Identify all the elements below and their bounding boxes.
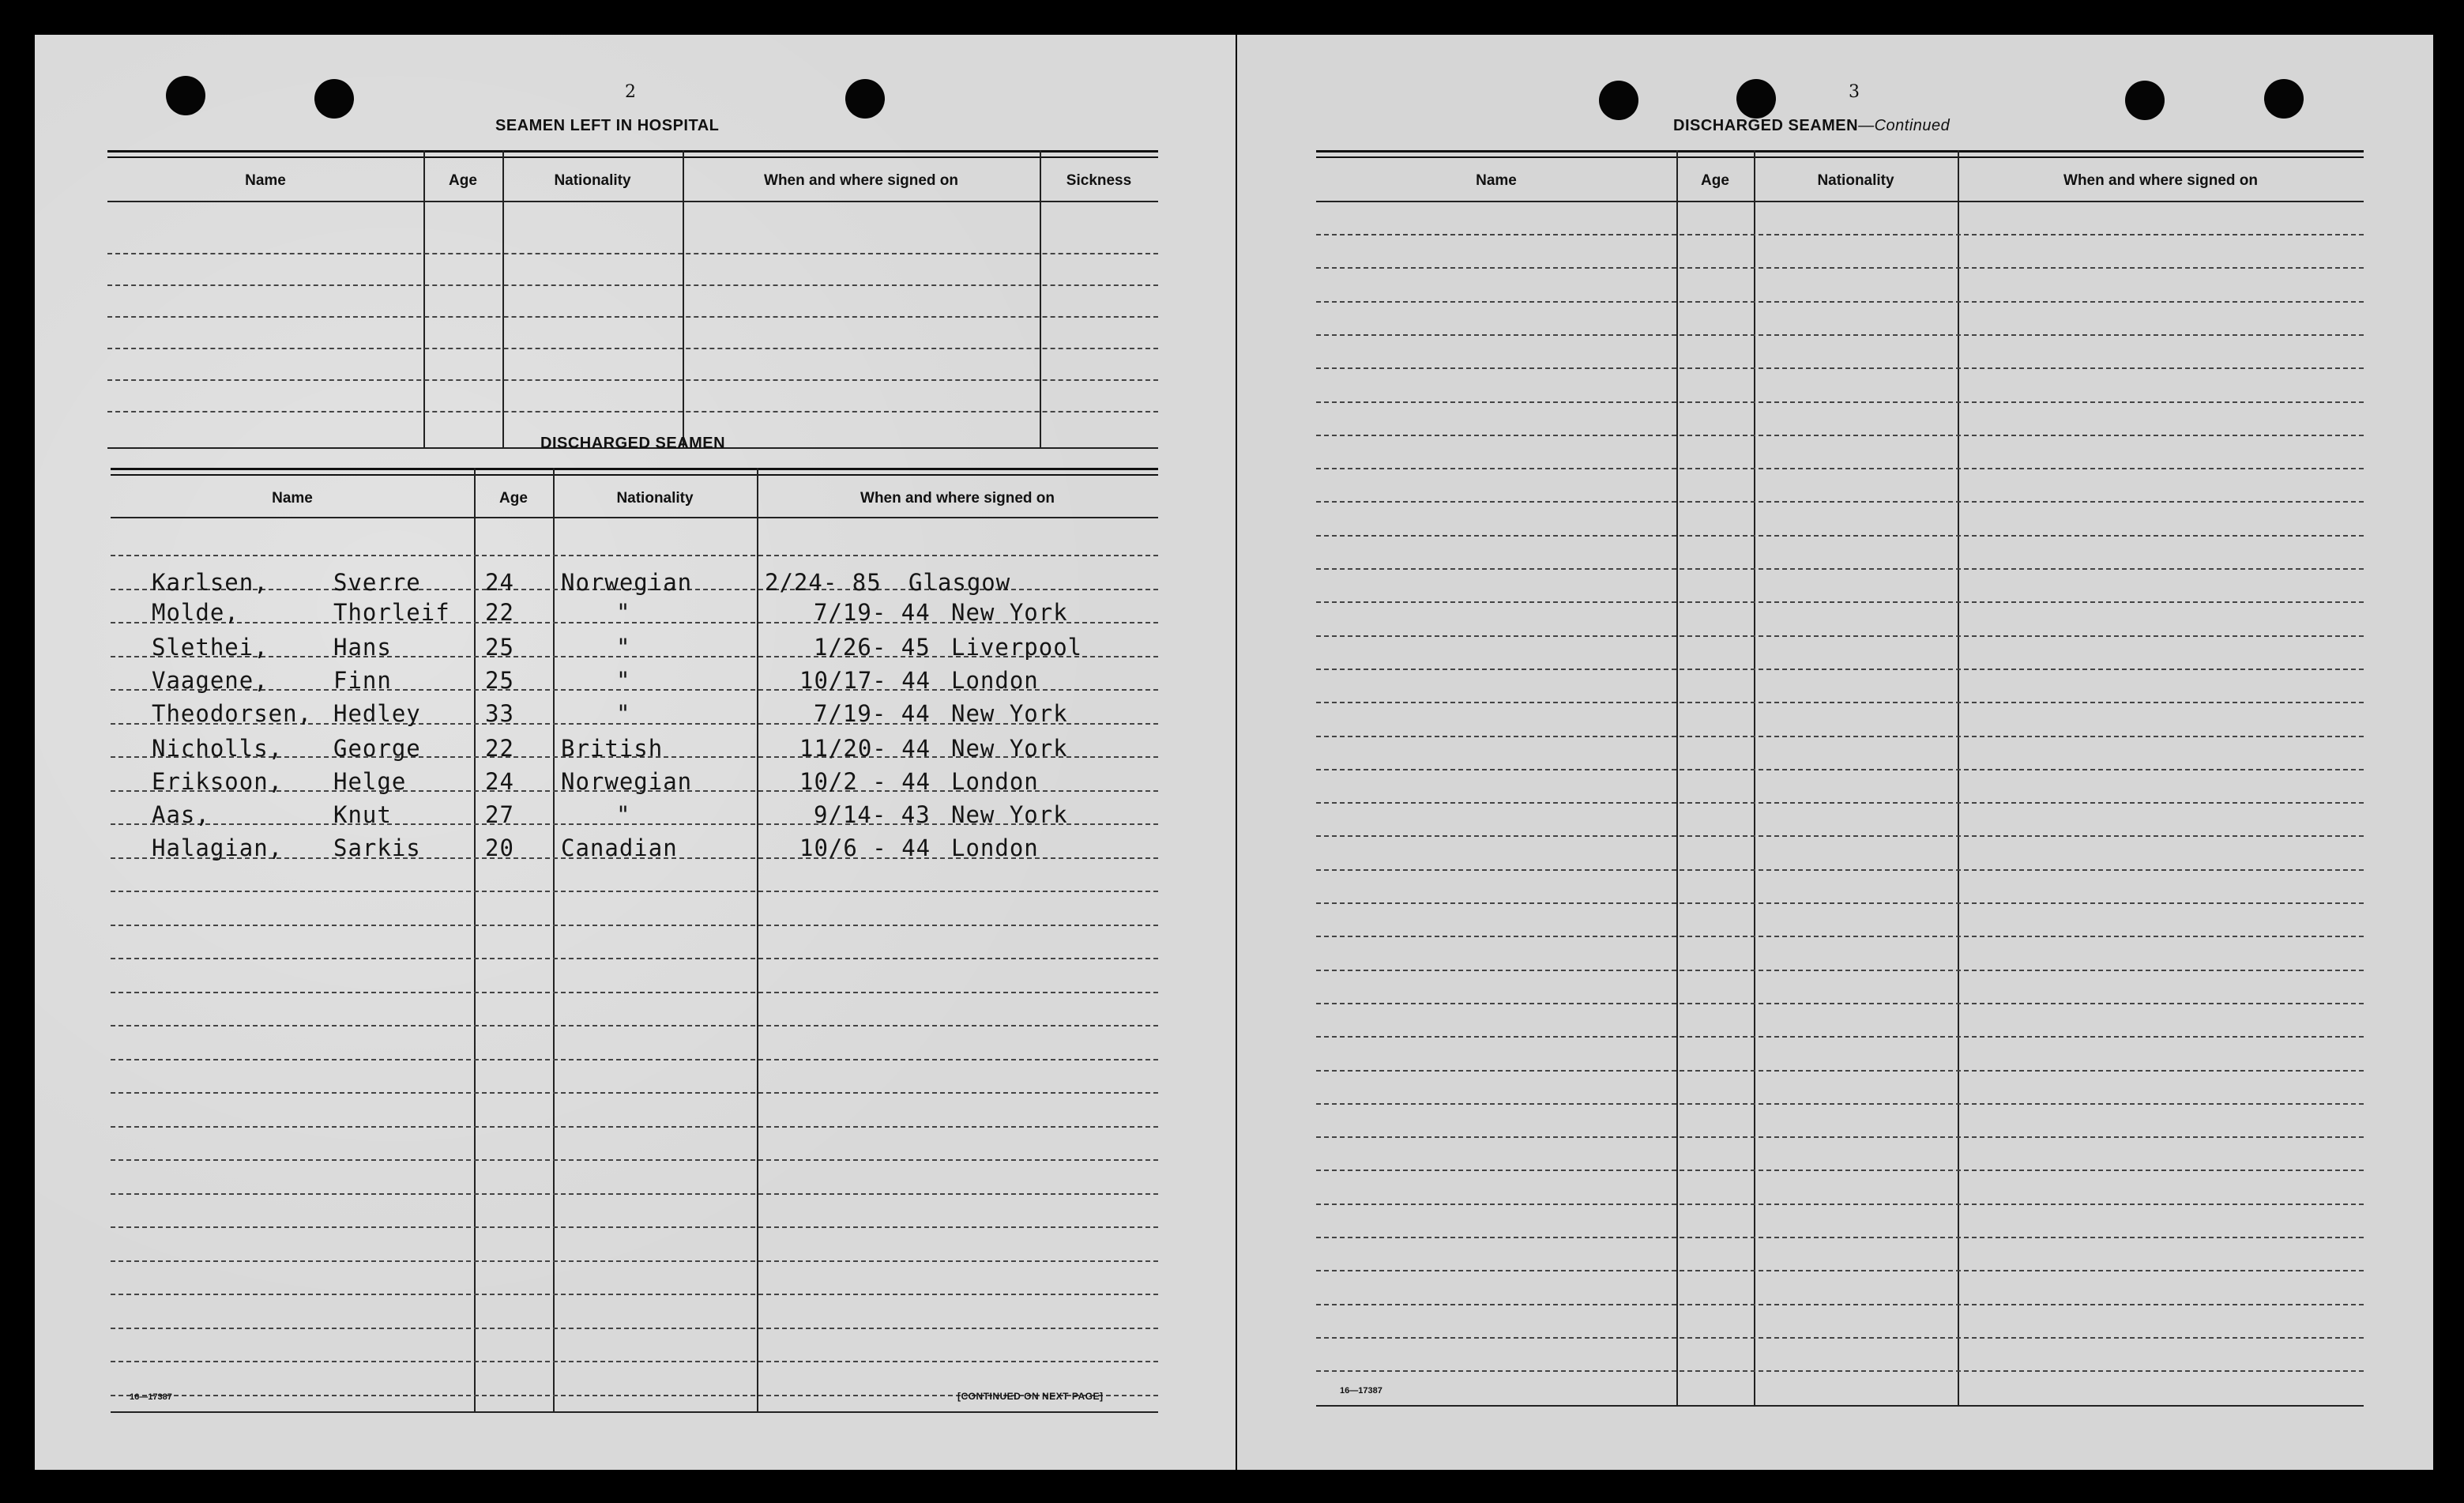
punch-hole [2264,79,2304,119]
ruled-line [111,992,1158,993]
seaman-nationality: " [616,599,631,626]
ruled-line [1316,635,2364,637]
ruled-line [1316,1036,2364,1038]
signed-on-date: 7/19- 44 [814,700,931,727]
ruled-line [1316,367,2364,369]
col-header-nationality: Nationality [616,490,694,507]
ruled-line [1316,568,2364,570]
signed-on-place: New York [951,801,1068,828]
ruled-line [111,1159,1158,1161]
hospital-section-title: SEAMEN LEFT IN HOSPITAL [495,117,720,134]
ruled-line [111,1226,1158,1228]
ruled-line [1316,1304,2364,1305]
ruled-line [111,1260,1158,1262]
signed-on-date: 10/2 - 44 [799,768,931,795]
seaman-surname: Eriksoon, [152,768,284,795]
signed-on-place: London [951,768,1039,795]
punch-hole [845,79,885,119]
hospital-table [107,150,1158,449]
discharged-table [111,468,1158,1413]
seaman-given-name: Finn [333,667,392,694]
form-number: 16—17387 [130,1392,172,1402]
seaman-given-name: Sarkis [333,834,421,861]
ruled-line [111,555,1158,556]
ruled-line [111,925,1158,926]
seaman-nationality: " [616,801,631,828]
ruled-line [1316,234,2364,235]
col-header-age: Age [1701,172,1729,189]
section-title-suffix: —Continued [1858,117,1951,134]
seaman-given-name: Helge [333,768,407,795]
signed-on-date: 11/20- 44 [799,735,931,762]
signed-on-date: 7/19- 44 [814,599,931,626]
signed-on-place: London [951,667,1039,694]
ruled-line [1316,535,2364,537]
ruled-line [1316,902,2364,904]
seaman-surname: Theodorsen, [152,700,313,727]
seaman-age: 27 [485,801,514,828]
seaman-age: 22 [485,735,514,762]
seaman-given-name: Thorleif [333,599,450,626]
ruled-line [1316,1237,2364,1238]
ruled-line [1316,669,2364,670]
seaman-nationality: British [561,735,664,762]
ruled-line [111,958,1158,959]
ruled-line [111,1361,1158,1362]
ruled-line [111,1025,1158,1026]
col-header-signed-on: When and where signed on [2063,172,2258,189]
col-header-nationality: Nationality [1817,172,1894,189]
ruled-line [111,1294,1158,1295]
seaman-nationality: Norwegian [561,768,693,795]
seaman-given-name: George [333,735,421,762]
col-header-age: Age [449,172,477,189]
seaman-age: 25 [485,634,514,661]
signed-on-place: Glasgow [908,569,1011,596]
page-number: 3 [1849,82,1860,102]
ruled-line [1316,601,2364,603]
seaman-surname: Aas, [152,801,210,828]
seaman-age: 20 [485,834,514,861]
ruled-line [1316,769,2364,770]
ruled-line [111,1059,1158,1060]
signed-on-date: 9/14- 43 [814,801,931,828]
signed-on-date: 10/17- 44 [799,667,931,694]
punch-hole [2125,81,2165,120]
seaman-given-name: Hedley [333,700,421,727]
seaman-age: 24 [485,768,514,795]
seaman-age: 22 [485,599,514,626]
ruled-line [1316,835,2364,837]
signed-on-date: 1/26- 45 [814,634,931,661]
ruled-line [1316,267,2364,269]
ruled-line [1316,1370,2364,1372]
form-number: 16—17387 [1340,1386,1382,1396]
section-title [1673,117,1950,135]
signed-on-place: New York [951,735,1068,762]
continued-note: [CONTINUED ON NEXT PAGE] [957,1391,1104,1402]
ruled-line [1316,1270,2364,1271]
punch-hole [1736,79,1776,119]
ruled-line [1316,1103,2364,1105]
punch-hole [1599,81,1638,120]
col-header-name: Name [245,172,286,189]
signed-on-place: London [951,834,1039,861]
col-header-age: Age [499,490,528,507]
ruled-line [1316,702,2364,703]
seaman-nationality: " [616,634,631,661]
ruled-line [1316,1003,2364,1004]
seaman-given-name: Hans [333,634,392,661]
seaman-surname: Vaagene, [152,667,269,694]
ruled-line [1316,301,2364,303]
punch-hole [166,76,205,115]
ruled-line [111,1328,1158,1329]
seaman-age: 33 [485,700,514,727]
section-title-main: DISCHARGED SEAMEN [1673,117,1859,134]
signed-on-place: Liverpool [951,634,1083,661]
ruled-line [1316,1337,2364,1339]
ruled-line [1316,334,2364,336]
col-header-signed-on: When and where signed on [764,172,958,189]
seaman-given-name: Sverre [333,569,421,596]
seaman-surname: Slethei, [152,634,269,661]
page-number: 2 [625,82,636,102]
ruled-line [1316,401,2364,403]
col-header-name: Name [272,490,313,507]
ruled-line [1316,936,2364,937]
signed-on-date: 2/24- 85 [765,569,882,596]
signed-on-place: New York [951,599,1068,626]
ruled-line [111,1193,1158,1195]
col-header-sickness: Sickness [1066,172,1132,189]
ruled-line [1316,435,2364,436]
seaman-nationality: Norwegian [561,569,693,596]
punch-hole [314,79,354,119]
ruled-line [1316,1204,2364,1205]
seaman-age: 25 [485,667,514,694]
col-header-name: Name [1476,172,1517,189]
seaman-surname: Karlsen, [152,569,269,596]
ruled-line [1316,802,2364,804]
seaman-age: 24 [485,569,514,596]
ruled-line [1316,1136,2364,1138]
discharged-section-title: DISCHARGED SEAMEN [540,435,726,452]
left-page [35,35,1236,1470]
signed-on-place: New York [951,700,1068,727]
ruled-line [1316,1170,2364,1171]
ruled-line [1316,501,2364,503]
signed-on-date: 10/6 - 44 [799,834,931,861]
ruled-line [1316,1070,2364,1072]
seaman-given-name: Knut [333,801,392,828]
ruled-line [1316,736,2364,737]
seaman-nationality: Canadian [561,834,678,861]
ruled-line [1316,869,2364,871]
ruled-line [1316,468,2364,469]
col-header-nationality: Nationality [554,172,631,189]
seaman-nationality: " [616,667,631,694]
seaman-surname: Molde, [152,599,239,626]
col-header-signed-on: When and where signed on [860,490,1055,507]
right-page [1237,35,2433,1470]
seaman-surname: Halagian, [152,834,284,861]
discharged-continued-table [1316,150,2364,1407]
ruled-line [111,891,1158,892]
seaman-nationality: " [616,700,631,727]
ruled-line [111,1126,1158,1128]
ruled-line [1316,970,2364,971]
ruled-line [111,1092,1158,1094]
seaman-surname: Nicholls, [152,735,284,762]
